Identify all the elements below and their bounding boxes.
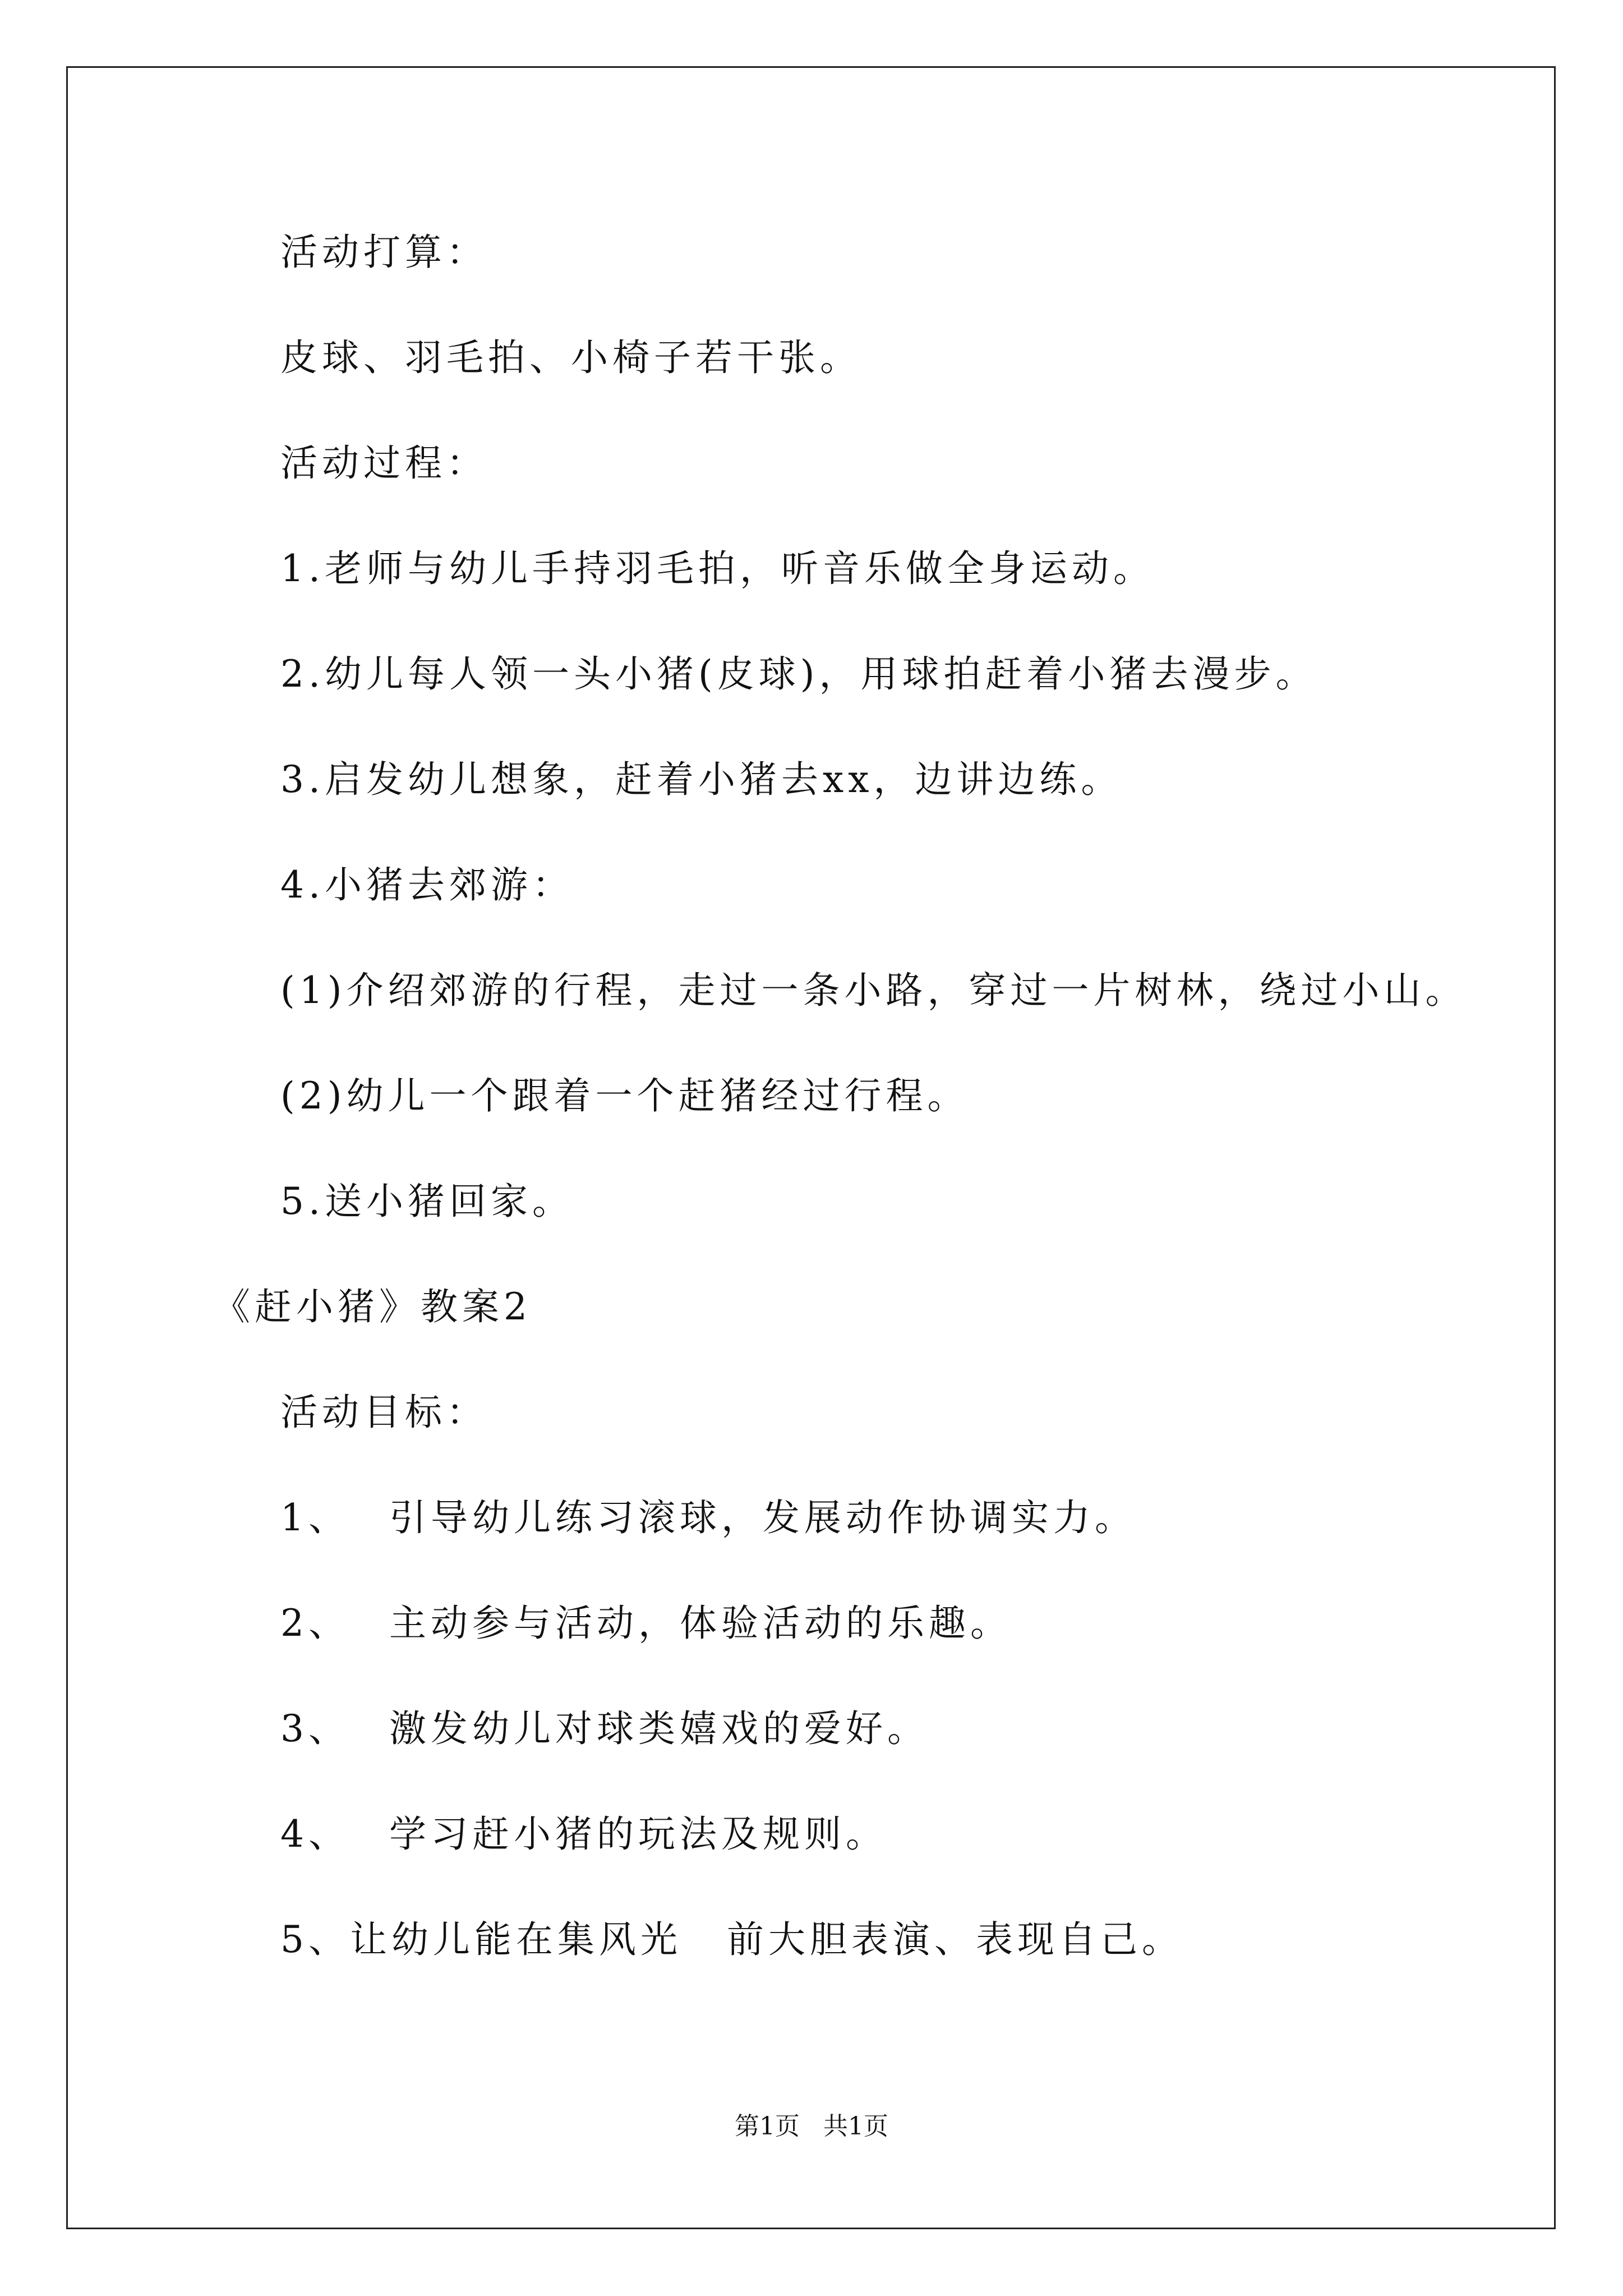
section-heading-goals: 活动目标： — [280, 1391, 488, 1434]
section-heading-process: 活动过程： — [280, 441, 488, 485]
goal-text-part-2: 前大胆表演、表现自己。 — [727, 1918, 1183, 1961]
goal-number: 2、 — [280, 1602, 350, 1645]
page-footer — [0, 2110, 1623, 2143]
process-step-1: 1.老师与幼儿手持羽毛拍，听音乐做全身运动。 — [280, 547, 1155, 590]
goal-item-1 — [280, 1496, 1136, 1540]
goal-item-5 — [280, 1917, 1183, 1962]
process-substep-1: (1)介绍郊游的行程，走过一条小路，穿过一片树林，绕过小山。 — [280, 969, 1467, 1012]
goal-text: 主动参与活动，体验活动的乐趣。 — [389, 1602, 1012, 1645]
page-border — [66, 66, 1556, 2229]
process-step-2: 2.幼儿每人领一头小猪(皮球)，用球拍赶着小猪去漫步。 — [280, 652, 1317, 696]
page-number: 第1页 — [735, 2112, 800, 2141]
goal-number: 4、 — [280, 1812, 350, 1856]
section-heading-preparation: 活动打算： — [280, 231, 488, 274]
goal-number: 3、 — [280, 1707, 350, 1750]
goal-item-4 — [280, 1812, 887, 1857]
goal-item-3 — [280, 1706, 929, 1751]
process-step-3: 3.启发幼儿想象，赶着小猪去xx，边讲边练。 — [280, 758, 1123, 801]
goal-item-2 — [280, 1601, 1012, 1646]
goal-text: 引导幼儿练习滚球，发展动作协调实力。 — [389, 1496, 1136, 1539]
page-total: 共1页 — [823, 2112, 888, 2141]
lesson-plan-title: 《赶小猪》教案2 — [213, 1285, 532, 1328]
paragraph-materials: 皮球、羽毛拍、小椅子若干张。 — [280, 336, 861, 379]
process-step-5: 5.送小猪回家。 — [280, 1180, 574, 1223]
process-step-4: 4.小猪去郊游： — [280, 863, 574, 907]
goal-text: 激发幼儿对球类嬉戏的爱好。 — [389, 1707, 929, 1750]
goal-text: 学习赶小猪的玩法及规则。 — [389, 1812, 887, 1856]
process-substep-2: (2)幼儿一个跟着一个赶猪经过行程。 — [280, 1074, 969, 1117]
goal-number: 1、 — [280, 1496, 350, 1539]
goal-text-part-1: 5、让幼儿能在集风光 — [280, 1918, 682, 1961]
